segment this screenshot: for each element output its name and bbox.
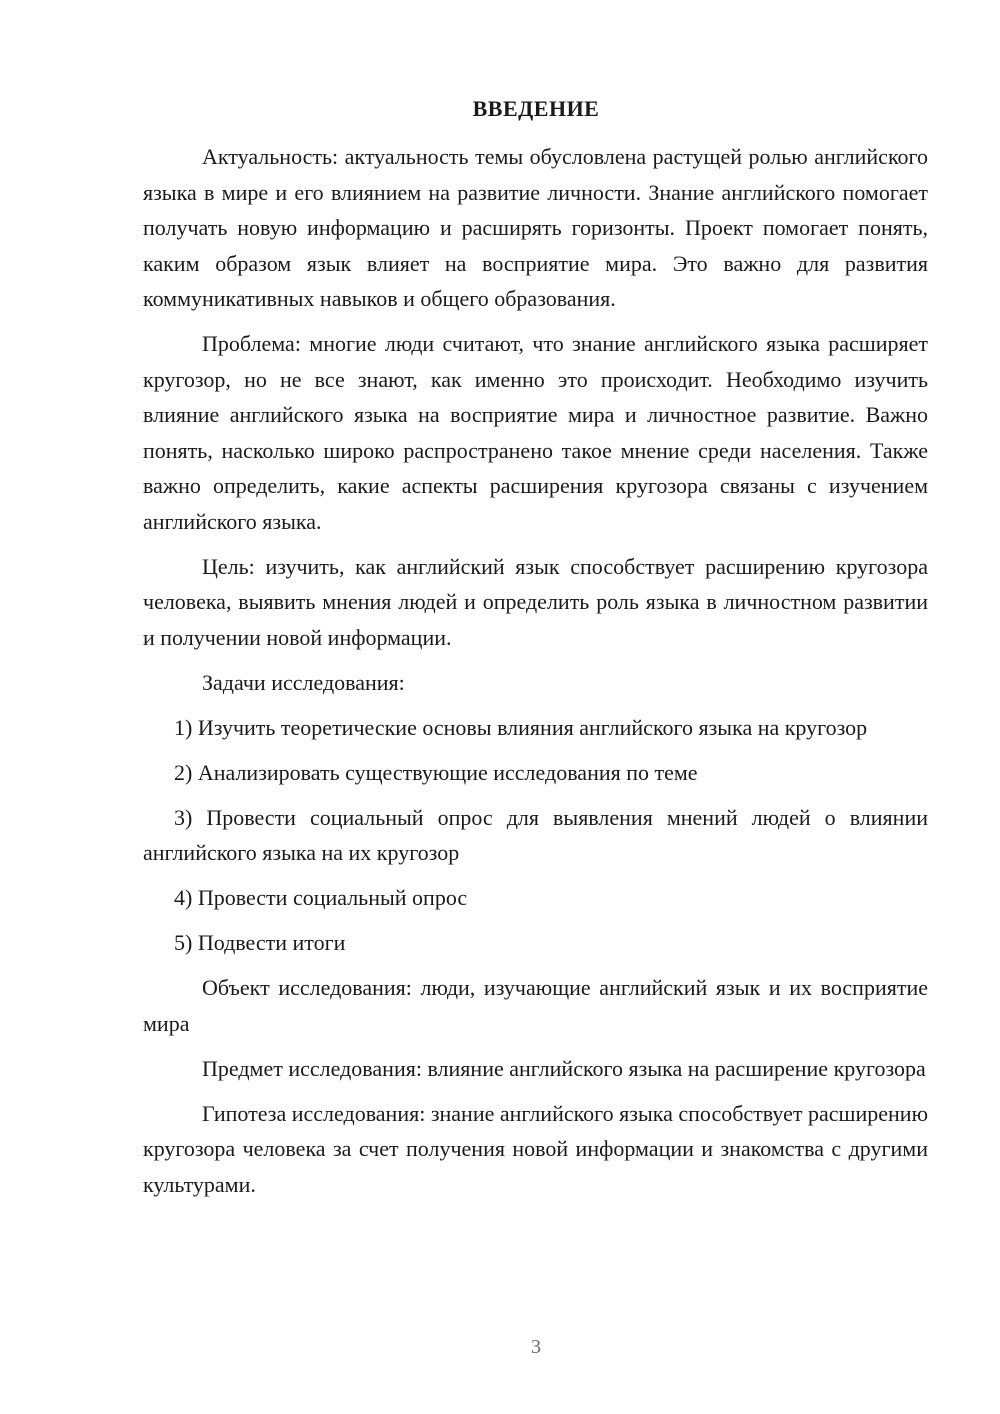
paragraph-hypothesis: Гипотеза исследования: знание английского языка способствует расширению кругозора человека за счет получения новой информации и знакомства с другими культурами. <box>143 1100 928 1197</box>
task-item-2: 2) Анализировать существующие исследования по теме <box>174 759 698 785</box>
task-item-1: 1) Изучить теоретические основы влияния английского языка на кругозор <box>174 714 868 740</box>
task-item-4: 4) Провести социальный опрос <box>174 885 468 910</box>
task-item-3: 3) Провести социальный опрос для выявления мнений людей о влиянии английского языка на их кругозор <box>143 804 928 865</box>
paragraph-goal: Цель: изучить, как английский язык способствует расширению кругозора человека, выявить мнения людей и определить роль языка в личностном развитии и получении новой информации. <box>143 553 928 650</box>
paragraph-object: Объект исследования: люди, изучающие английский язык и их восприятие мира <box>143 975 928 1036</box>
paragraph-tasks-heading: Задачи исследования: <box>202 669 405 695</box>
task-item-5: 5) Подвести итоги <box>174 930 346 955</box>
page-number: 3 <box>531 1336 541 1358</box>
paragraph-subject: Предмет исследования: влияние английского языка на расширение кругозора <box>202 1055 926 1081</box>
paragraph-problem: Проблема: многие люди считают, что знание английского языка расширяет кругозор, но не все знают, как именно это происходит. Необходимо изучить влияние английского языка на восприятие мира и личностное развитие. Важно понять, насколько широко распространено такое мнение среди населения. Также важно определить, какие аспекты расширения кругозора связаны с изучением английского языка. <box>143 331 928 534</box>
document-body <box>143 139 928 1212</box>
section-heading: ВВЕДЕНИЕ <box>472 96 600 121</box>
paragraph-relevance: Актуальность: актуальность темы обусловлена растущей ролью английского языка в мире и его влиянием на развитие личности. Знание английского помогает получать новую информацию и расширять горизонты. Проект помогает понять, каким образом язык влияет на восприятие мира. Это важно для развития коммуникативных навыков и общего образования. <box>143 144 928 311</box>
